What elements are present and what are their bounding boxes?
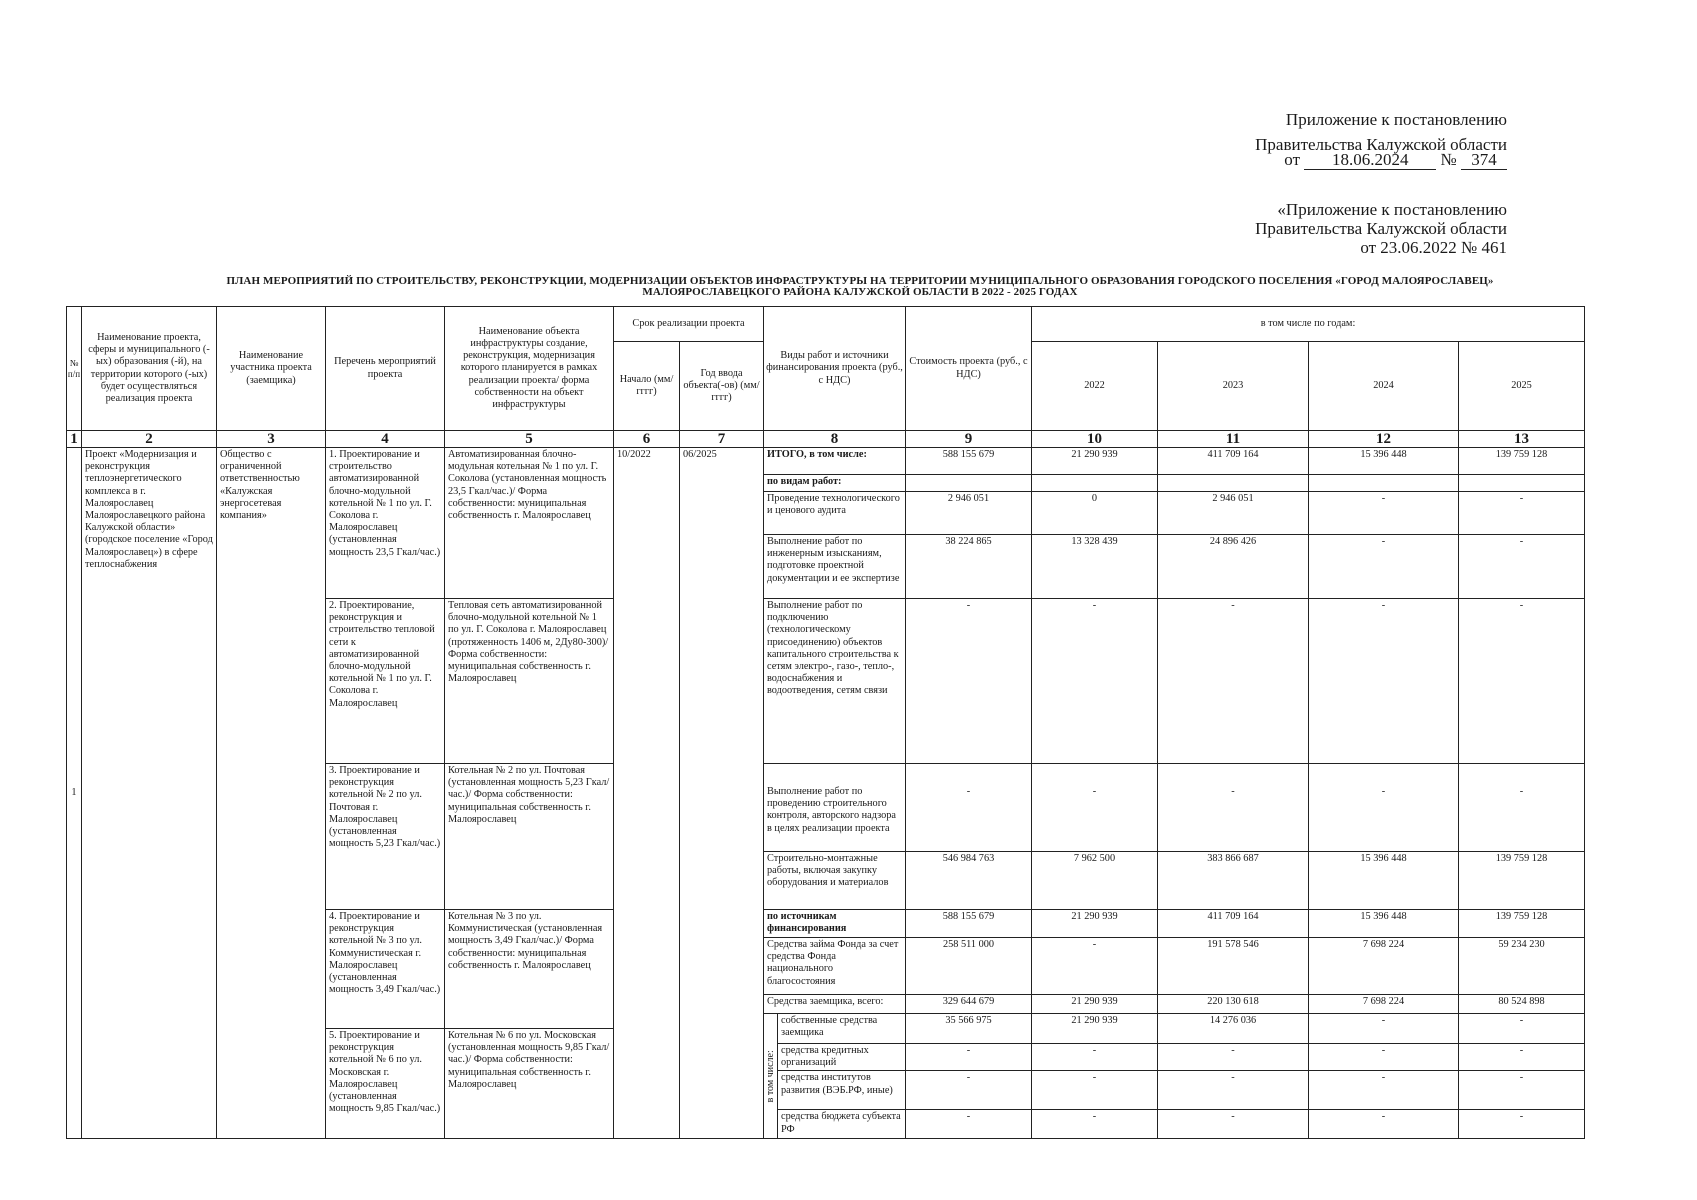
borrower-label: Средства заемщика, всего:: [764, 995, 906, 1014]
header-events: Перечень мероприятий проекта: [326, 307, 445, 431]
including-label: в том числе:: [764, 1014, 778, 1139]
col-number: 11: [1158, 431, 1309, 448]
work-2024: -: [1309, 535, 1459, 599]
work-cost: 38 224 865: [906, 535, 1032, 599]
header-year-2023: 2023: [1158, 342, 1309, 431]
work-2023: 24 896 426: [1158, 535, 1309, 599]
col-number: 5: [445, 431, 614, 448]
work-2024: -: [1309, 764, 1459, 852]
work-2024: -: [1309, 492, 1459, 535]
borrower-sub-2023: -: [1158, 1044, 1309, 1071]
event-1-object: Автоматизированная блочно-модульная котельная № 1 по ул. Г. Соколова (установленная мощность 23,5 Гкал/час.)/ Форма собственности: муниципальная собственность г. Малоярославец: [445, 448, 614, 599]
header-by-years: в том числе по годам:: [1032, 307, 1585, 342]
plan-title: [150, 276, 1570, 298]
borrower-sub-label: собственные средства заемщика: [778, 1014, 906, 1044]
header-cost: Стоимость проекта (руб., с НДС): [906, 307, 1032, 431]
col-number: 3: [217, 431, 326, 448]
appendix-new-block: [1255, 110, 1507, 170]
borrower-sub-label: средства кредитных организаций: [778, 1044, 906, 1071]
borrower-sub-2022: -: [1032, 1044, 1158, 1071]
borrower-2022: 21 290 939: [1032, 995, 1158, 1014]
borrower-2025: 80 524 898: [1459, 995, 1585, 1014]
event-4-name: 4. Проектирование и реконструкция котельной № 3 по ул. Коммунистическая г. Малоярославец (установленная мощность 3,49 Гкал/час.): [326, 910, 445, 1029]
work-label: Выполнение работ по подключению (технологическому присоединению) объектов капитального строительства к сетям электро-, газо-, тепло-, водоснабжения и водоотведения, сетям связи: [764, 599, 906, 764]
header-works: Виды работ и источники финансирования проекта (руб., с НДС): [764, 307, 906, 431]
header-start: Начало (мм/гггг): [614, 342, 680, 431]
header-year-2022: 2022: [1032, 342, 1158, 431]
work-cost: 2 946 051: [906, 492, 1032, 535]
event-1-name: 1. Проектирование и строительство автоматизированной блочно-модульной котельной № 1 по ул. Г. Соколова г. Малоярославец (установленная мощность 23,5 Гкал/час.): [326, 448, 445, 599]
sources-2023: 411 709 164: [1158, 910, 1309, 938]
borrower-sub-2022: -: [1032, 1110, 1158, 1139]
borrower-sub-cost: 35 566 975: [906, 1014, 1032, 1044]
start-date-cell: 10/2022: [614, 448, 680, 1139]
header-year-2024: 2024: [1309, 342, 1459, 431]
appendix-old-block: [1255, 200, 1507, 257]
by-works-label: по видам работ:: [764, 475, 906, 492]
total-2024: 15 396 448: [1309, 448, 1459, 475]
project-name-cell: Проект «Модернизация и реконструкция теплоэнергетического комплекса в г. Малоярославец Малоярославецкого района Калужской области» (городское поселение «Город Малоярославец») в сфере теплоснабжения: [82, 448, 217, 1139]
number-label: №: [1440, 150, 1457, 169]
borrower-sub-2023: -: [1158, 1110, 1309, 1139]
total-cost: 588 155 679: [906, 448, 1032, 475]
work-2025: -: [1459, 764, 1585, 852]
fund-loan-2025: 59 234 230: [1459, 938, 1585, 995]
header-no: № п/п: [67, 307, 82, 431]
total-2023: 411 709 164: [1158, 448, 1309, 475]
borrower-sub-2025: -: [1459, 1110, 1585, 1139]
work-2023: 2 946 051: [1158, 492, 1309, 535]
work-label: Проведение технологического и ценового аудита: [764, 492, 906, 535]
header-year-2025: 2025: [1459, 342, 1585, 431]
fund-loan-label: Средства займа Фонда за счет средства Фонда национального благосостояния: [764, 938, 906, 995]
col-number: 12: [1309, 431, 1459, 448]
borrower-sub-2025: -: [1459, 1044, 1585, 1071]
total-label: ИТОГО, в том числе:: [764, 448, 906, 475]
borrower-sub-2025: -: [1459, 1014, 1585, 1044]
work-2023: -: [1158, 764, 1309, 852]
appendix-old-line3: от 23.06.2022 № 461: [1360, 238, 1507, 257]
borrower-2023: 220 130 618: [1158, 995, 1309, 1014]
col-number: 7: [680, 431, 764, 448]
sources-cost: 588 155 679: [906, 910, 1032, 938]
commission-date-cell: 06/2025: [680, 448, 764, 1139]
work-2024: -: [1309, 599, 1459, 764]
event-3-name: 3. Проектирование и реконструкция котельной № 2 по ул. Почтовая г. Малоярославец (установленная мощность 5,23 Гкал/час.): [326, 764, 445, 910]
event-5-object: Котельная № 6 по ул. Московская (установленная мощность 9,85 Гкал/час.)/ Форма собственности: муниципальная собственность г. Малоярославец: [445, 1029, 614, 1139]
sources-2022: 21 290 939: [1032, 910, 1158, 938]
work-2022: 13 328 439: [1032, 535, 1158, 599]
event-3-object: Котельная № 2 по ул. Почтовая (установленная мощность 5,23 Гкал/час.)/ Форма собственности: муниципальная собственность г. Малоярославец: [445, 764, 614, 910]
sources-label: по источникам финансирования: [764, 910, 906, 938]
from-label: от: [1284, 150, 1301, 169]
col-number: 6: [614, 431, 680, 448]
fund-loan-2023: 191 578 546: [1158, 938, 1309, 995]
work-cost: 546 984 763: [906, 852, 1032, 910]
work-2024: 15 396 448: [1309, 852, 1459, 910]
plan-title-line1: ПЛАН МЕРОПРИЯТИЙ ПО СТРОИТЕЛЬСТВУ, РЕКОНСТРУКЦИИ, МОДЕРНИЗАЦИИ ОБЪЕКТОВ ИНФРАСТРУКТУРЫ НА ТЕРРИТОРИИ МУНИЦИПАЛЬНОГО ОБРАЗОВАНИЯ ГОРОДСКОГО ПОСЕЛЕНИЯ «ГОРОД МАЛОЯРОСЛАВЕЦ»: [226, 275, 1494, 287]
empty-cell: [1158, 475, 1309, 492]
borrower-sub-2024: -: [1309, 1044, 1459, 1071]
appendix-old-line1: «Приложение к постановлению: [1277, 200, 1507, 219]
appendix-new-line1: Приложение к постановлению: [1285, 110, 1507, 129]
total-2022: 21 290 939: [1032, 448, 1158, 475]
col-number: 4: [326, 431, 445, 448]
plan-table: [66, 306, 1585, 1139]
work-cost: -: [906, 599, 1032, 764]
appendix-number: 374: [1461, 150, 1507, 170]
work-2022: -: [1032, 764, 1158, 852]
borrower-sub-2023: 14 276 036: [1158, 1014, 1309, 1044]
work-2022: -: [1032, 599, 1158, 764]
empty-cell: [1459, 475, 1585, 492]
work-2023: 383 866 687: [1158, 852, 1309, 910]
borrower-sub-2022: 21 290 939: [1032, 1014, 1158, 1044]
work-label: Строительно-монтажные работы, включая закупку оборудования и материалов: [764, 852, 906, 910]
header-period: Срок реализации проекта: [614, 307, 764, 342]
borrower-sub-2022: -: [1032, 1071, 1158, 1110]
borrower-sub-label: средства институтов развития (ВЭБ.РФ, иные): [778, 1071, 906, 1110]
work-2025: -: [1459, 535, 1585, 599]
col-number: 10: [1032, 431, 1158, 448]
borrower-sub-cost: -: [906, 1044, 1032, 1071]
total-2025: 139 759 128: [1459, 448, 1585, 475]
work-2025: -: [1459, 599, 1585, 764]
work-cost: -: [906, 764, 1032, 852]
event-5-name: 5. Проектирование и реконструкция котельной № 6 по ул. Московская г. Малоярославец (установленная мощность 9,85 Гкал/час.): [326, 1029, 445, 1139]
sources-2025: 139 759 128: [1459, 910, 1585, 938]
header-participant: Наименование участника проекта (заемщика): [217, 307, 326, 431]
header-project: Наименование проекта, сферы и муниципального (-ых) образования (-й), на территории которого (-ых) будет осуществляться реализация проекта: [82, 307, 217, 431]
empty-cell: [1032, 475, 1158, 492]
work-2022: 0: [1032, 492, 1158, 535]
borrower-sub-cost: -: [906, 1110, 1032, 1139]
participant-cell: Общество с ограниченной ответственностью «Калужская энергосетевая компания»: [217, 448, 326, 1139]
appendix-new-date-line: [1255, 150, 1507, 170]
work-label: Выполнение работ по инженерным изысканиям, подготовке проектной документации и ее экспертизе: [764, 535, 906, 599]
fund-loan-2022: -: [1032, 938, 1158, 995]
borrower-cost: 329 644 679: [906, 995, 1032, 1014]
header-object: Наименование объекта инфраструктуры создание, реконструкция, модернизация которого планируется в рамках реализации проекта/ форма собственности на объект инфраструктуры: [445, 307, 614, 431]
work-2025: -: [1459, 492, 1585, 535]
sources-2024: 15 396 448: [1309, 910, 1459, 938]
work-2025: 139 759 128: [1459, 852, 1585, 910]
empty-cell: [1309, 475, 1459, 492]
appendix-old-line2: Правительства Калужской области: [1255, 219, 1507, 238]
borrower-sub-2025: -: [1459, 1071, 1585, 1110]
header-commission: Год ввода объекта(-ов) (мм/гггг): [680, 342, 764, 431]
empty-cell: [906, 475, 1032, 492]
work-2022: 7 962 500: [1032, 852, 1158, 910]
borrower-sub-2024: -: [1309, 1110, 1459, 1139]
event-2-name: 2. Проектирование, реконструкция и строительство тепловой сети к автоматизированной блочно-модульной котельной № 1 по ул. Г. Соколова г. Малоярославец: [326, 599, 445, 764]
appendix-new-line2: Правительства Калужской области: [1255, 135, 1507, 154]
borrower-sub-2024: -: [1309, 1071, 1459, 1110]
borrower-sub-2023: -: [1158, 1071, 1309, 1110]
borrower-sub-2024: -: [1309, 1014, 1459, 1044]
work-label: Выполнение работ по проведению строительного контроля, авторского надзора в целях реализации проекта: [764, 764, 906, 852]
appendix-date: 18.06.2024: [1304, 150, 1436, 170]
borrower-sub-cost: -: [906, 1071, 1032, 1110]
plan-title-line2: МАЛОЯРОСЛАВЕЦКОГО РАЙОНА КАЛУЖСКОЙ ОБЛАСТИ В 2022 - 2025 ГОДАХ: [642, 286, 1078, 298]
col-number: 13: [1459, 431, 1585, 448]
fund-loan-cost: 258 511 000: [906, 938, 1032, 995]
event-4-object: Котельная № 3 по ул. Коммунистическая (установленная мощность 3,49 Гкал/час.)/ Форма собственности: муниципальная собственность г. Малоярославец: [445, 910, 614, 1029]
event-2-object: Тепловая сеть автоматизированной блочно-модульной котельной № 1 по ул. Г. Соколова г. Малоярославец (протяженность 1406 м, 2Ду80-300)/ Форма собственности: муниципальная собственность г. Малоярославец: [445, 599, 614, 764]
col-number: 8: [764, 431, 906, 448]
fund-loan-2024: 7 698 224: [1309, 938, 1459, 995]
col-number: 2: [82, 431, 217, 448]
row-number: 1: [67, 448, 82, 1139]
borrower-sub-label: средства бюджета субъекта РФ: [778, 1110, 906, 1139]
borrower-2024: 7 698 224: [1309, 995, 1459, 1014]
col-number: 9: [906, 431, 1032, 448]
col-number: 1: [67, 431, 82, 448]
work-2023: -: [1158, 599, 1309, 764]
